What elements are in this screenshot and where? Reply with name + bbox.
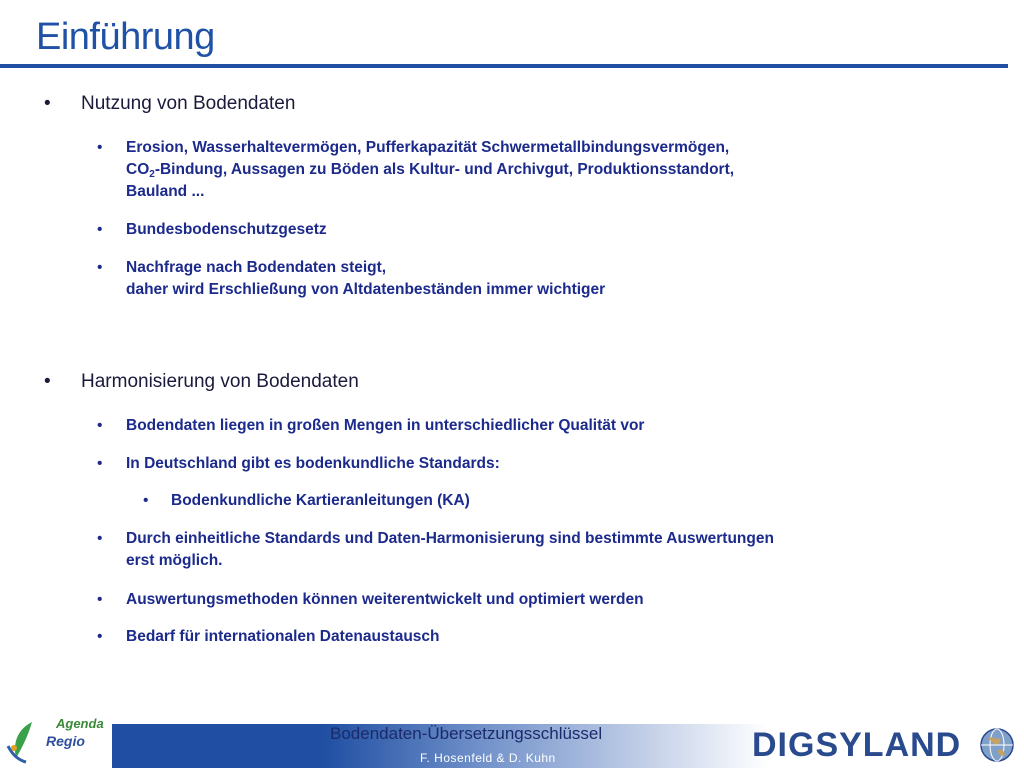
footer-authors: F. Hosenfeld & D. Kuhn [420,751,556,765]
list-item-line: Nachfrage nach Bodendaten steigt, [126,259,387,276]
list-item-text [171,490,470,512]
title-divider [0,64,1008,68]
list-item-line: In Deutschland gibt es bodenkundliche Standards: [126,455,500,472]
list-item-text [126,528,774,572]
list-item-text [126,137,734,203]
regio-logo-text: Regio [46,733,85,749]
list-item-line: daher wird Erschließung von Altdatenbeständen immer wichtiger [126,281,606,298]
bullet: • [97,221,103,238]
list-item-text [126,219,327,241]
list-item-line [126,159,734,181]
co-prefix: CO [126,161,150,178]
bullet: • [44,371,51,392]
bullet: • [97,455,103,472]
bullet: • [97,417,103,434]
list-item-line: Durch einheitliche Standards und Daten-Harmonisierung sind bestimmte Auswertungen [126,530,774,547]
list-item-text [126,626,440,648]
bullet: • [97,530,103,547]
list-item-line: Bauland ... [126,183,205,200]
list-item-line: Bodendaten liegen in großen Mengen in unterschiedlicher Qualität vor [126,417,645,434]
list-item-text [126,257,605,301]
slide-title: Einführung [36,16,215,58]
bullet: • [143,492,149,509]
co-line-rest: -Bindung, Aussagen zu Böden als Kultur- und Archivgut, Produktionsstandort, [154,161,735,178]
bullet: • [97,139,103,156]
list-item-line: erst möglich. [126,552,223,569]
list-item-text [126,415,644,437]
list-item-text [126,589,644,611]
bullet: • [97,591,103,608]
bullet: • [97,628,103,645]
co-subscript: 2 [149,169,155,180]
agenda-logo-text: Agenda [56,716,104,731]
list-item-line: Bundesbodenschutzgesetz [126,221,327,238]
section-heading-text: Nutzung von Bodendaten [81,93,296,114]
list-item-line: Erosion, Wasserhaltevermögen, Pufferkapazität Schwermetallbindungsvermögen, [126,139,730,156]
list-item-text [126,453,500,475]
list-item-line: Bedarf für internationalen Datenaustausch [126,628,440,645]
bullet: • [44,93,51,114]
footer-title: Bodendaten-Übersetzungsschlüssel [330,724,603,743]
section-heading-text: Harmonisierung von Bodendaten [81,371,359,392]
list-item-line: Bodenkundliche Kartieranleitungen (KA) [171,492,470,509]
agenda-leaf-icon [2,718,46,766]
globe-icon [978,726,1016,764]
digsyland-logo: DIGSYLAND [752,726,962,764]
bullet: • [97,259,103,276]
list-item-line: Auswertungsmethoden können weiterentwickelt und optimiert werden [126,591,644,608]
